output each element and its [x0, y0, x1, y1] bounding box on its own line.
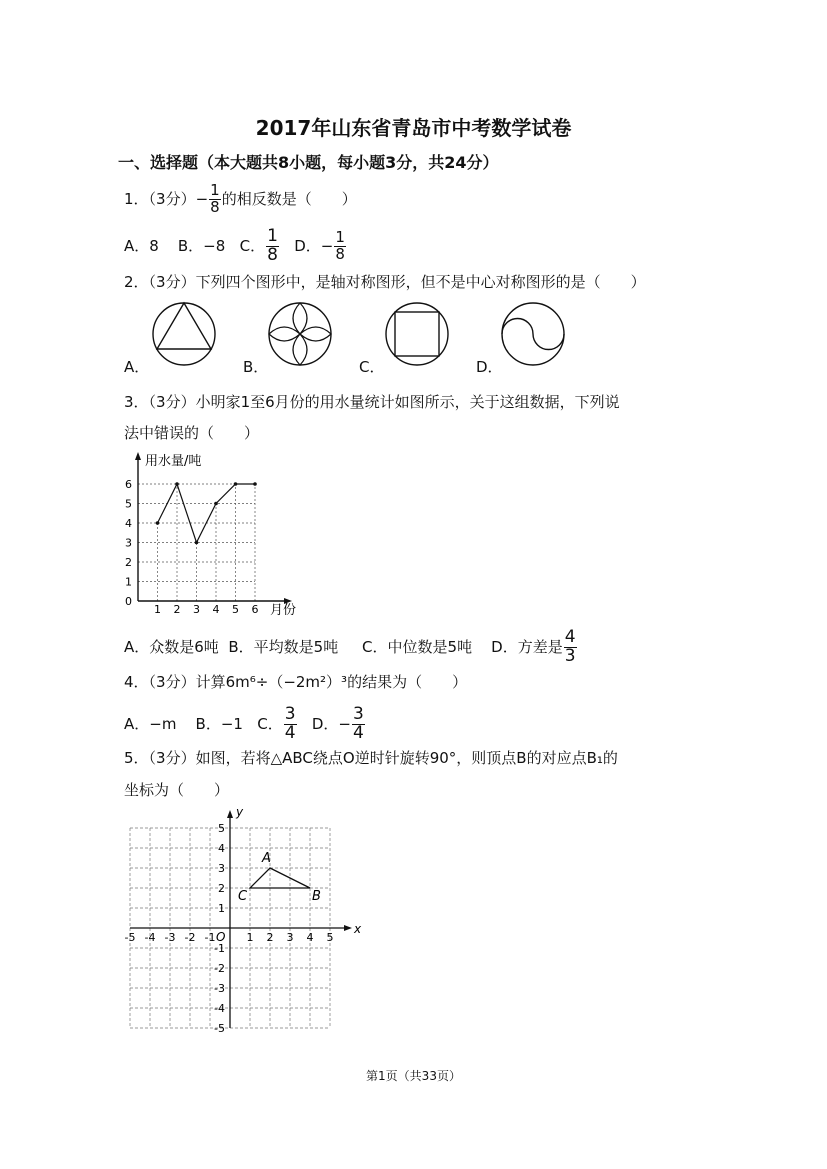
y-tick-label: -5 — [214, 1022, 225, 1035]
q1-option-d[interactable] — [294, 228, 347, 263]
chart-point — [195, 541, 199, 545]
q4-option-c-num: 3 — [284, 704, 296, 724]
chart-point — [253, 482, 257, 486]
y-tick-label: -2 — [214, 962, 225, 975]
q1-option-c-num: 1 — [267, 226, 278, 246]
y-tick-label: 4 — [218, 842, 225, 855]
coordinate-grid-figure — [118, 805, 362, 1037]
x-tick-label: -3 — [164, 931, 176, 944]
q1-suffix: 的相反数是（ ） — [221, 189, 357, 208]
q2-option-d[interactable]: D． — [476, 358, 503, 376]
grid-tick-labels — [125, 805, 362, 1035]
question-5-stem-line2: 坐标为（ ） — [124, 781, 230, 799]
q3-option-d-den: 3 — [564, 645, 576, 666]
q2-figures — [120, 298, 590, 376]
vertex-label-c: C — [238, 889, 248, 904]
x-axis-label: x — [354, 922, 362, 936]
question-4-stem: 4．（3分）计算6m⁶÷（−2m²）³的结果为（ ） — [124, 673, 468, 691]
q1-option-d-num: 1 — [335, 228, 345, 247]
question-2-stem: 2．（3分）下列四个图形中，是轴对称图形，但不是中心对称图形的是（ ） — [124, 273, 646, 291]
x-tick-label: 3 — [286, 931, 294, 944]
q2-option-b[interactable]: B． — [243, 358, 269, 376]
q3-option-d[interactable] — [491, 627, 577, 666]
q3-option-d-num: 4 — [564, 627, 576, 647]
vertex-label-a: A — [262, 851, 271, 866]
q1-option-d-den: 8 — [335, 244, 345, 263]
q3-option-d-fraction — [564, 629, 577, 666]
q4-option-d-num: 3 — [353, 704, 364, 724]
origin-label: O — [216, 930, 226, 944]
q4-option-c-label: C． — [257, 714, 283, 733]
q4-option-d[interactable] — [311, 704, 366, 743]
q1-minus: − — [195, 189, 209, 208]
q1-option-c-fraction — [266, 228, 279, 265]
q3-option-b[interactable]: B．平均数是5吨 — [228, 637, 339, 656]
y-tick-label: 1 — [218, 902, 225, 915]
chart-point — [214, 502, 218, 506]
q1-option-b[interactable]: B．−8 — [177, 236, 226, 255]
chart-x-title: 月份 — [270, 603, 297, 618]
chart-y-tick: 3 — [125, 536, 132, 550]
chart-y-tick: 6 — [125, 478, 132, 491]
q1-frac-den: 8 — [210, 197, 220, 216]
x-tick-label: -2 — [184, 931, 196, 944]
chart-points — [156, 482, 257, 544]
y-tick-label: 2 — [218, 882, 225, 895]
figure-c-circle-square — [386, 303, 448, 365]
q1-option-a[interactable]: A．8 — [124, 236, 159, 255]
triangle-abc — [238, 851, 321, 904]
chart-y-tick: 4 — [125, 517, 132, 530]
q3-option-a[interactable]: A．众数是6吨 — [124, 637, 219, 656]
x-tick-label: 4 — [306, 931, 314, 944]
chart-y-title: 用水量/吨 — [145, 454, 202, 469]
q4-option-d-den: 4 — [353, 722, 364, 743]
q4-option-d-fraction — [352, 706, 365, 743]
q4-option-c-fraction — [284, 706, 297, 743]
chart-x-tick: 1 — [154, 603, 161, 616]
y-axis-arrow-icon — [227, 810, 233, 818]
chart-x-tick: 4 — [212, 603, 220, 616]
q4-option-b[interactable]: B．−1 — [195, 714, 243, 733]
x-tick-label: -4 — [144, 931, 156, 944]
figure-d-circle-s-curve — [502, 303, 564, 365]
y-tick-label: 5 — [218, 822, 225, 835]
q1-option-d-fraction — [334, 230, 346, 263]
chart-y-tick: 0 — [125, 595, 132, 608]
chart-tick-labels — [125, 478, 259, 616]
grid-axes — [130, 810, 352, 1028]
q4-option-d-label: D．− — [311, 714, 351, 733]
chart-point — [175, 482, 179, 486]
chart-y-tick: 1 — [125, 575, 132, 589]
section-heading: 一、选择题（本大题共8小题，每小题3分，共24分） — [118, 153, 499, 172]
chart-x-tick: 6 — [251, 603, 259, 616]
page-footer: 第1页（共33页） — [366, 1069, 461, 1083]
question-3-stem-line2: 法中错误的（ ） — [124, 424, 260, 442]
chart-point — [156, 521, 160, 525]
x-tick-label: -1 — [204, 931, 216, 944]
y-tick-label: -4 — [214, 1002, 225, 1015]
figure-a-circle-triangle — [153, 303, 215, 365]
question-3-stem-line1: 3．（3分）小明家1至6月份的用水量统计如图所示，关于这组数据，下列说 — [124, 393, 620, 411]
x-tick-label: 1 — [246, 931, 254, 944]
x-tick-label: 5 — [326, 931, 334, 944]
q4-option-a[interactable]: A．−m — [124, 714, 177, 733]
q1-option-c-label: C． — [239, 236, 266, 255]
q1-fraction — [209, 183, 221, 216]
q4-option-c[interactable] — [257, 704, 297, 743]
x-tick-label: -5 — [124, 931, 136, 944]
y-tick-label: -3 — [214, 982, 225, 995]
figure-b-circle-petals — [269, 303, 331, 365]
x-axis-arrow-icon — [344, 925, 352, 931]
question-4-options — [124, 706, 366, 743]
q1-option-d-label: D．− — [294, 236, 334, 255]
q3-option-d-label: D．方差是 — [491, 637, 563, 656]
question-5-stem-line1: 5．（3分）如图，若将△ABC绕点O逆时针旋转90°，则顶点B的对应点B₁的 — [124, 749, 618, 767]
y-tick-label: 3 — [218, 862, 225, 875]
chart-y-arrow-icon — [135, 452, 141, 460]
page-title: 2017年山东省青岛市中考数学试卷 — [255, 116, 572, 140]
chart-point — [234, 482, 238, 486]
chart-x-tick: 5 — [232, 603, 239, 616]
triangle-outline — [250, 868, 310, 888]
q1-frac-num: 1 — [210, 181, 220, 199]
q1-option-c-den: 8 — [267, 244, 278, 265]
question-3-options — [124, 629, 578, 666]
q2-option-a[interactable]: A． — [124, 358, 150, 376]
question-1-stem — [124, 183, 357, 216]
chart-y-tick: 5 — [125, 497, 132, 511]
question-1-options — [124, 228, 347, 265]
chart-x-tick: 2 — [173, 603, 181, 616]
y-axis-label: y — [236, 805, 244, 819]
q4-option-c-den: 4 — [284, 722, 296, 743]
water-usage-chart — [120, 452, 320, 622]
x-tick-label: 2 — [266, 931, 274, 944]
q1-prefix: 1．（3分） — [124, 189, 196, 208]
vertex-label-b: B — [312, 889, 321, 904]
chart-y-tick: 2 — [125, 556, 132, 569]
chart-series-line — [158, 484, 256, 543]
q3-option-c[interactable]: C．中位数是5吨 — [362, 637, 473, 656]
y-tick-label: -1 — [214, 942, 225, 955]
q2-option-c[interactable]: C． — [359, 358, 385, 376]
q1-option-c[interactable] — [239, 226, 280, 265]
chart-x-tick: 3 — [193, 603, 200, 616]
